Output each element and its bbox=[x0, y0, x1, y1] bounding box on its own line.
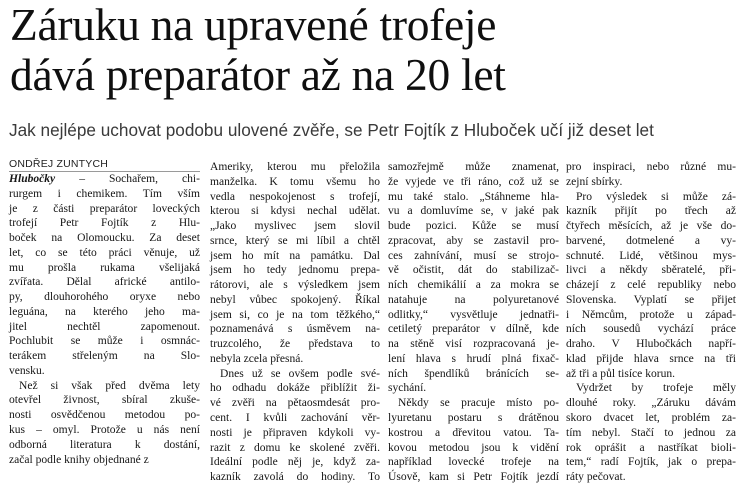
article-text-line: skoro dvacet let, problém za- bbox=[566, 412, 736, 425]
headline-line-1: Záruku na upravené trofeje bbox=[10, 0, 497, 50]
article-text-line: nosti osvědčenou metodou po- bbox=[9, 409, 200, 422]
article-text-line: boček na Olomoucku. Za deset bbox=[9, 232, 200, 245]
article-text-line: rok oprášit a nastříkat bioli- bbox=[566, 441, 736, 454]
article-text-line: srnce, který se mi líbil a chtěl bbox=[210, 234, 380, 247]
article-text-line: klad přijde hlava srnce na tři bbox=[566, 352, 736, 365]
article-text-line: ních špendlíků bránících se- bbox=[388, 367, 559, 380]
article-text-line: mu prošla rukama všelijaká bbox=[9, 261, 200, 274]
article-text-line: schnuté. Lidé, většinou mys- bbox=[566, 249, 736, 262]
article-text-line: lyuretanu postaru s drátěnou bbox=[388, 412, 559, 425]
article-text-line: kostrou a dřevitou vatou. Ta- bbox=[388, 426, 559, 439]
article-text-line: ních sousedů vychází práce bbox=[566, 323, 736, 336]
article-text-line: ho odhadu dokáže přiblížit ži- bbox=[210, 382, 380, 395]
article-text-line: let, co se této práci věnuje, už bbox=[9, 246, 200, 259]
article-text-line: je z části preparátor loveckých bbox=[9, 202, 200, 215]
article-text-line: kazník zavolá do hodiny. To bbox=[210, 471, 380, 484]
article-text-line: sychání. bbox=[388, 382, 427, 395]
article-text-line: terákem střeleným na Slo- bbox=[9, 350, 200, 363]
article-text-line: rátorovi, ale s výsledkem jsem bbox=[210, 279, 380, 292]
article-column-1 bbox=[9, 172, 200, 475]
article-column-2 bbox=[210, 160, 380, 484]
article-text-line: poznamenává s úsměvem na- bbox=[210, 323, 380, 336]
article-text-line: na stěně visí rozpracovaná je- bbox=[388, 338, 559, 351]
article-text-line: samozřejmě může znamenat, bbox=[388, 161, 559, 173]
article-text-line: ces zahnívání, musí se strojo- bbox=[388, 249, 559, 262]
article-text-line: jsem si, co je na tom těžkého,“ bbox=[210, 308, 380, 321]
article-column-3 bbox=[388, 160, 559, 484]
article-text-line: odborná literatura k dostání, bbox=[9, 438, 200, 451]
article-text-line: nebyl vůbec spokojený. Říkal bbox=[210, 293, 380, 306]
article-text-line: ních chemikálií a za mokra se bbox=[388, 279, 559, 292]
article-text-line: vé zvěři na pětaosmdesát pro- bbox=[210, 397, 380, 410]
article-text-line: například lovecké trofeje na bbox=[388, 456, 559, 469]
article-text-line: jsem ho mít na památku. Dal bbox=[210, 249, 380, 262]
article-text-line: vě očistit, dát do stabilizač- bbox=[388, 264, 559, 277]
article-text-line: Pro výsledek si může zá- bbox=[576, 190, 736, 203]
article-text-line: barvené, dotmelené a vy- bbox=[566, 234, 736, 247]
article-text-line: cent. I kvůli zachování věr- bbox=[210, 412, 380, 425]
article-text-line: livci a někdy sběratelé, při- bbox=[566, 264, 736, 277]
article-text-line: py, dlouhorohého oryxe nebo bbox=[9, 291, 200, 304]
article-text-line: kus – omyl. Protože u nás není bbox=[9, 424, 200, 437]
article-text-line: Hlubočky – Sochařem, chi- bbox=[9, 173, 200, 185]
article-text-line: zvířata. Dělal africké antilo- bbox=[9, 276, 200, 289]
dateline-place: Hlubočky bbox=[9, 173, 56, 185]
article-text-line: natahuje na polyuretanové bbox=[388, 293, 559, 306]
article-text-line: leguána, na kterého jeho ma- bbox=[9, 305, 200, 318]
article-text-line: nebyla zcela přesná. bbox=[210, 352, 304, 365]
byline: ONDŘEJ ZUNTYCH bbox=[9, 158, 109, 170]
article-text-line: Dnes už se ovšem podle své- bbox=[220, 367, 380, 380]
article-text-line: i Němcům, protože u západ- bbox=[566, 308, 736, 321]
article-text-line: mu také stalo. „Stáhneme hla- bbox=[388, 190, 559, 203]
article-text-line: kazník přijít po třech až bbox=[566, 205, 736, 218]
article-text-line: Ideální podle něj je, když za- bbox=[210, 456, 380, 469]
article-text-line: že vyjede ve tři ráno, což už se bbox=[388, 175, 559, 188]
article-text-line: dlouhé roky. „Záruku dávám bbox=[566, 397, 736, 410]
article-text-line: cházejí z celé republiky nebo bbox=[566, 279, 736, 292]
article-text-line: ráty pečovat. bbox=[566, 471, 626, 484]
article-text-line: otevřel živnost, sbíral zkuše- bbox=[9, 394, 200, 407]
article-text-line: tem,“ radí Fojtík, jak o prepa- bbox=[566, 456, 736, 469]
article-text-line: až tři a půl tisíce korun. bbox=[566, 367, 676, 380]
article-text-line: trofejí Petr Fojtík z Hlu- bbox=[9, 217, 200, 230]
headline bbox=[10, 0, 735, 100]
article-column-4 bbox=[566, 160, 736, 484]
article-text-line: Vydržet by trofeje měly bbox=[576, 382, 736, 395]
article-text-line: nosti je připraven kdykoli vy- bbox=[210, 426, 380, 439]
article-text-line: rurgem i chemikem. Tím vším bbox=[9, 187, 200, 200]
article-text-line: čtyřech měsících, až je vše do- bbox=[566, 220, 736, 233]
headline-line-2: dává preparátor až na 20 let bbox=[10, 49, 506, 100]
article-text-line: odlitky,“ vysvětluje jednatři- bbox=[388, 308, 559, 321]
article-text-line: tím nebyl. Stačí to jednou za bbox=[566, 426, 736, 439]
article-text-line: zpracovat, aby se zastavil pro- bbox=[388, 234, 559, 247]
article-text-line: lení hlava s hrudí plná fixač- bbox=[388, 352, 559, 365]
article-text-line: vu a domluvíme se, v jaké pak bbox=[388, 205, 559, 218]
article-text-line: Úsově, kam si Petr Fojtík jezdí bbox=[388, 471, 559, 484]
article-text-line: truzcolého, že představa to bbox=[210, 338, 380, 351]
article-text-line: vensku. bbox=[9, 364, 45, 377]
article-text-line: Ameriky, kterou mu přeložila bbox=[210, 161, 380, 173]
article-text-line: zejní sbírky. bbox=[566, 175, 623, 188]
article-text-line: Slovenska. Vyplatí se přijet bbox=[566, 293, 736, 306]
article-text-line: začal podle knihy objednané z bbox=[9, 453, 149, 466]
article-text-line: vedla nespokojenost s trofejí, bbox=[210, 190, 380, 203]
article-text-line: Než si však před dvěma lety bbox=[19, 379, 200, 392]
article-text-line: draho. V Hlubočkách napří- bbox=[566, 338, 736, 351]
article-text-line: jsem ho tedy jednomu prepa- bbox=[210, 264, 380, 277]
article-text-line: kterou si kdysi nechal udělat. bbox=[210, 205, 380, 218]
article-text-line: bude pozici. Kůže se musí bbox=[388, 220, 559, 233]
article-text-line: „Jako myslivec jsem slovil bbox=[210, 220, 380, 233]
article-text-line: manželka. K tomu všemu ho bbox=[210, 175, 380, 188]
article-text-line: kovou metodou jsou k vidění bbox=[388, 441, 559, 454]
article-text-line: pro inspiraci, nebo různé mu- bbox=[566, 161, 736, 173]
article-text-line: razit z domu ke skolené zvěři. bbox=[210, 441, 380, 454]
article-text-line: Pochlubit se může i osmnác- bbox=[9, 335, 200, 348]
article-text-line: jitel nechtěl zapomenout. bbox=[9, 320, 200, 333]
subheadline: Jak nejlépe uchovat podobu ulovené zvěře, se Petr Fojtík z Hluboček učí již deset let bbox=[9, 120, 654, 140]
article-text-line: cetiletý preparátor v dílně, kde bbox=[388, 323, 559, 336]
article-text-line: Někdy se pracuje místo po- bbox=[398, 397, 559, 410]
